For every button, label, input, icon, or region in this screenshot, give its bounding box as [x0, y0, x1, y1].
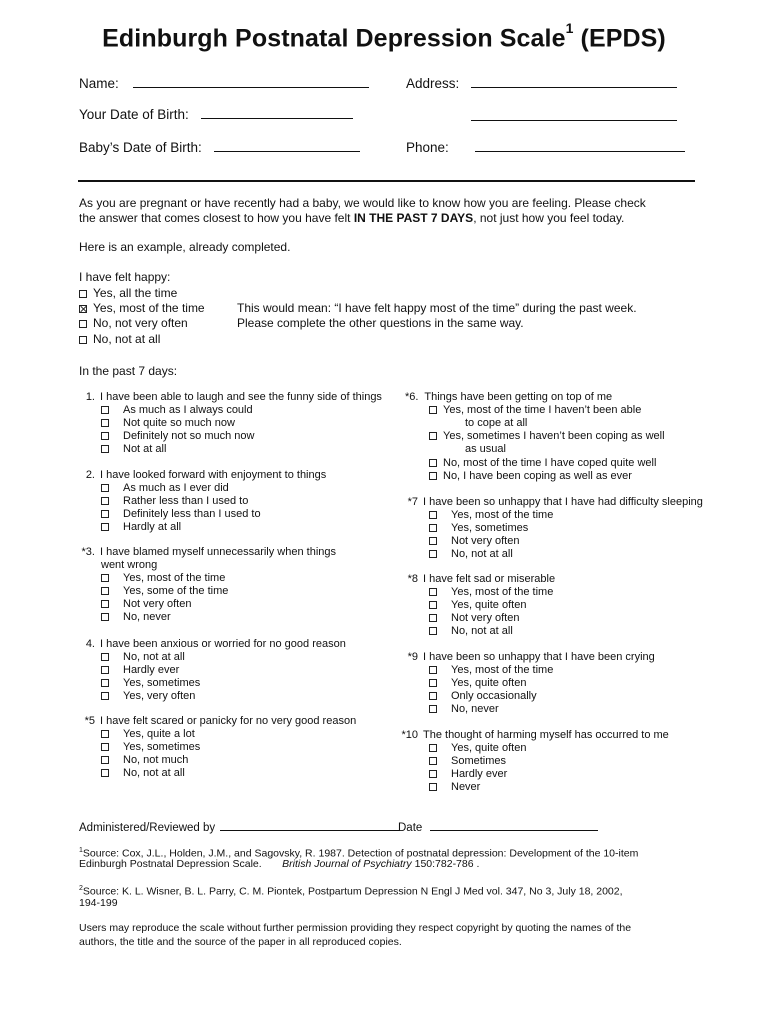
address-line-2[interactable]: [471, 108, 677, 121]
answer-option[interactable]: [429, 677, 526, 689]
phone-field[interactable]: [406, 139, 685, 155]
question-text: I have felt scared or panicky for no very good reason: [100, 715, 357, 727]
option-label: Not very often: [451, 535, 520, 547]
footnote-marker: 2: [79, 885, 83, 892]
option-label: No, not much: [123, 754, 189, 766]
option-label: No, not at all: [451, 548, 513, 560]
intro-line-2: [79, 211, 624, 226]
title-text: Edinburgh Postnatal Depression Scale: [102, 24, 566, 53]
answer-option[interactable]: [429, 548, 513, 560]
option-label: Not very often: [451, 612, 520, 624]
checkbox[interactable]: [79, 290, 87, 298]
option-label: Yes, all the time: [93, 286, 178, 300]
footnote-text: Source: Cox, J.L., Holden, J.M., and Sagovsky, R. 1987. Detection of postnatal depression: Development of the 10-item: [82, 847, 639, 860]
option-label: No, I have been coping as well as ever: [443, 470, 632, 482]
option-continuation: to cope at all: [465, 417, 528, 429]
example-option-checked[interactable]: [79, 301, 205, 316]
option-label: Yes, sometimes: [123, 677, 201, 689]
answer-option[interactable]: [429, 664, 553, 676]
checkbox[interactable]: [101, 600, 109, 608]
checkbox[interactable]: [101, 484, 109, 492]
title-footnote-marker: 1: [565, 20, 574, 36]
answer-option[interactable]: [429, 457, 656, 469]
question-9: [400, 651, 655, 663]
checkbox[interactable]: [429, 705, 437, 713]
question-number: *5: [84, 715, 95, 727]
checkbox[interactable]: [429, 524, 437, 532]
address-field[interactable]: [406, 75, 677, 91]
footnote-marker: 1: [79, 847, 83, 854]
checkbox[interactable]: [101, 653, 109, 661]
baby-dob-field[interactable]: [79, 139, 360, 155]
footnote-text: 150:782-786 .: [414, 858, 480, 870]
footnote-1-cont: [79, 858, 479, 871]
question-4: [78, 638, 346, 650]
option-label: Yes, sometimes I haven’t been coping as well: [443, 430, 665, 442]
checkbox[interactable]: [429, 757, 437, 765]
usage-note-1: Users may reproduce the scale without further permission providing they respect copyright by quoting the names of the: [79, 922, 632, 934]
answer-option[interactable]: [101, 585, 228, 597]
option-label: Rather less than I used to: [123, 495, 249, 507]
example-note-2: Please complete the other questions in the same way.: [237, 316, 524, 330]
name-field[interactable]: [79, 75, 369, 91]
answer-option[interactable]: [429, 586, 553, 598]
address-line-1[interactable]: [471, 75, 677, 88]
answer-option[interactable]: [429, 470, 632, 482]
checkbox[interactable]: [101, 613, 109, 621]
checkbox[interactable]: [429, 459, 437, 467]
question-text: Things have been getting on top of me: [424, 391, 613, 403]
checkbox[interactable]: [429, 601, 437, 609]
question-number: *9: [407, 651, 418, 663]
question-8: [400, 573, 555, 585]
example-option[interactable]: [79, 332, 160, 347]
intro-text: the answer that comes closest to how you have felt: [79, 211, 354, 225]
dob-field[interactable]: [79, 106, 353, 122]
option-label: Yes, quite a lot: [123, 728, 195, 740]
option-continuation: as usual: [465, 443, 506, 455]
footnote-text: Edinburgh Postnatal Depression Scale.: [79, 858, 262, 870]
checkbox[interactable]: [101, 743, 109, 751]
question-text: I have blamed myself unnecessarily when things: [100, 546, 337, 558]
question-number: *7: [407, 496, 418, 508]
checkbox[interactable]: [429, 627, 437, 635]
checkbox[interactable]: [429, 692, 437, 700]
option-label: Definitely less than I used to: [123, 508, 261, 520]
checkbox[interactable]: [101, 510, 109, 518]
option-label: As much as I always could: [123, 404, 253, 416]
checkbox[interactable]: [429, 666, 437, 674]
answer-option[interactable]: [101, 767, 185, 779]
option-label: Hardly ever: [451, 768, 508, 780]
checkbox[interactable]: [429, 511, 437, 519]
answer-option[interactable]: [429, 742, 526, 754]
option-label: Never: [451, 781, 481, 793]
option-label: Yes, most of the time: [451, 509, 554, 521]
answer-option[interactable]: [429, 755, 506, 767]
checkbox[interactable]: [429, 550, 437, 558]
option-label: Yes, quite often: [451, 599, 527, 611]
answer-option[interactable]: [101, 611, 171, 623]
checkbox[interactable]: [101, 587, 109, 595]
option-label: No, not at all: [123, 767, 185, 779]
answer-option[interactable]: [429, 509, 553, 521]
question-number: 4.: [85, 638, 95, 650]
past-7-days-heading: In the past 7 days:: [79, 364, 178, 378]
option-label: No, most of the time I have coped quite well: [443, 457, 657, 469]
checkbox[interactable]: [101, 574, 109, 582]
question-6: [405, 391, 612, 403]
footnote-text: Source: K. L. Wisner, B. L. Parry, C. M. Piontek, Postpartum Depression N Engl J Med vol. 347, No 3, July 18, 2002,: [82, 885, 623, 898]
checkbox-checked[interactable]: [79, 305, 87, 313]
phone-label: Phone:: [406, 140, 449, 155]
journal-name: British Journal of Psychiatry: [282, 858, 412, 870]
option-label: Yes, sometimes: [451, 522, 529, 534]
option-label: Yes, sometimes: [123, 741, 201, 753]
option-label: No, never: [123, 611, 171, 623]
checkbox[interactable]: [429, 679, 437, 687]
checkbox[interactable]: [101, 769, 109, 777]
answer-option[interactable]: [101, 664, 179, 676]
address-line-2-wrap[interactable]: [471, 108, 677, 126]
option-label: No, not at all: [123, 651, 185, 663]
question-10: [400, 729, 669, 741]
option-label: No, not at all: [93, 332, 161, 346]
option-label: No, not very often: [93, 316, 188, 330]
footnote-2-cont: 194-199: [79, 897, 118, 909]
answer-option[interactable]: [101, 572, 225, 584]
question-text: I have been so unhappy that I have had difficulty sleeping: [423, 496, 703, 508]
administered-field[interactable]: [79, 820, 400, 834]
date-line[interactable]: [430, 820, 598, 831]
title-suffix: (EPDS): [580, 24, 666, 53]
question-text: The thought of harming myself has occurred to me: [423, 729, 669, 741]
option-label: Yes, most of the time: [451, 664, 554, 676]
answer-option[interactable]: [101, 417, 235, 429]
question-2: [78, 469, 326, 481]
option-label: Yes, most of the time: [123, 572, 226, 584]
divider-rule: [78, 180, 695, 182]
checkbox[interactable]: [101, 679, 109, 687]
checkbox[interactable]: [429, 537, 437, 545]
checkbox[interactable]: [101, 523, 109, 531]
option-label: Not very often: [123, 598, 192, 610]
question-number: 1.: [85, 391, 95, 403]
checkbox[interactable]: [101, 432, 109, 440]
answer-option[interactable]: [101, 521, 181, 533]
answer-option[interactable]: [101, 677, 200, 689]
date-field[interactable]: [398, 820, 598, 834]
option-label: Definitely not so much now: [123, 430, 255, 442]
checkbox[interactable]: [429, 770, 437, 778]
example-question: I have felt happy:: [79, 270, 171, 284]
checkbox[interactable]: [101, 692, 109, 700]
option-label: Not at all: [123, 443, 167, 455]
answer-option[interactable]: [429, 522, 528, 534]
answer-option[interactable]: [101, 728, 195, 740]
administered-line[interactable]: [220, 820, 400, 831]
option-label: No, never: [451, 703, 499, 715]
answer-option[interactable]: [429, 535, 519, 547]
checkbox[interactable]: [101, 497, 109, 505]
checkbox[interactable]: [101, 666, 109, 674]
answer-option[interactable]: [101, 741, 200, 753]
checkbox[interactable]: [101, 756, 109, 764]
checkbox[interactable]: [429, 432, 437, 440]
answer-option[interactable]: [101, 404, 253, 416]
question-number: 2.: [85, 469, 95, 481]
intro-text-end: , not just how you feel today.: [473, 211, 625, 225]
option-label: Yes, quite often: [451, 742, 527, 754]
checkbox[interactable]: [101, 406, 109, 414]
checkbox[interactable]: [79, 320, 87, 328]
intro-emphasis: IN THE PAST 7 DAYS: [353, 211, 474, 225]
name-line[interactable]: [133, 75, 369, 88]
answer-option[interactable]: [101, 598, 191, 610]
option-label: As much as I ever did: [123, 482, 229, 494]
answer-option[interactable]: [429, 703, 499, 715]
answer-option[interactable]: [429, 690, 537, 702]
question-text: I have felt sad or miserable: [423, 573, 556, 585]
answer-option[interactable]: [101, 754, 188, 766]
address-label: Address:: [406, 76, 460, 91]
option-label: Not quite so much now: [123, 417, 235, 429]
example-option[interactable]: [79, 286, 177, 301]
checkbox[interactable]: [101, 730, 109, 738]
option-label: Yes, some of the time: [123, 585, 229, 597]
question-text: I have been able to laugh and see the funny side of things: [100, 391, 382, 403]
baby-dob-line[interactable]: [214, 139, 360, 152]
option-label: Yes, very often: [123, 690, 196, 702]
question-text-cont: went wrong: [101, 559, 158, 571]
answer-option[interactable]: [429, 625, 513, 637]
question-number: *6.: [405, 391, 419, 403]
administered-label: Administered/Reviewed by: [79, 822, 216, 834]
footnote-2: [79, 882, 623, 899]
question-number: *8: [407, 573, 418, 585]
answer-option[interactable]: [429, 768, 507, 780]
answer-option[interactable]: [429, 781, 480, 793]
option-label: Yes, quite often: [451, 677, 527, 689]
question-text: I have been so unhappy that I have been crying: [423, 651, 655, 663]
page-title: [0, 20, 768, 53]
answer-option[interactable]: [429, 599, 526, 611]
answer-option[interactable]: [429, 404, 641, 416]
intro-line-1: As you are pregnant or have recently had a baby, we would like to know how you are feeling. Please check: [79, 196, 646, 210]
option-label: Hardly ever: [123, 664, 180, 676]
option-label: No, not at all: [451, 625, 513, 637]
option-label: Yes, most of the time: [451, 586, 554, 598]
option-label: Only occasionally: [451, 690, 537, 702]
question-text: I have looked forward with enjoyment to things: [100, 469, 327, 481]
question-number: *3.: [81, 546, 95, 558]
example-intro: Here is an example, already completed.: [79, 240, 291, 254]
checkbox[interactable]: [429, 744, 437, 752]
checkbox[interactable]: [429, 614, 437, 622]
checkbox[interactable]: [429, 783, 437, 791]
checkbox[interactable]: [79, 336, 87, 344]
question-text: I have been anxious or worried for no good reason: [100, 638, 346, 650]
question-1: [78, 391, 382, 403]
checkbox[interactable]: [101, 445, 109, 453]
answer-option[interactable]: [429, 612, 519, 624]
checkbox[interactable]: [101, 419, 109, 427]
answer-option[interactable]: [101, 482, 229, 494]
example-option[interactable]: [79, 316, 188, 331]
answer-option[interactable]: [101, 495, 248, 507]
option-label: Hardly at all: [123, 521, 182, 533]
answer-option[interactable]: [101, 443, 166, 455]
question-5: [78, 715, 356, 727]
answer-option[interactable]: [101, 651, 185, 663]
answer-option[interactable]: [101, 508, 261, 520]
example-note-1: This would mean: “I have felt happy most of the time” during the past week.: [237, 301, 637, 315]
phone-line[interactable]: [475, 139, 685, 152]
checkbox[interactable]: [429, 406, 437, 414]
checkbox[interactable]: [429, 588, 437, 596]
answer-option[interactable]: [101, 430, 254, 442]
dob-line[interactable]: [201, 106, 353, 119]
question-3: [78, 546, 336, 558]
option-label: Yes, most of the time: [93, 301, 205, 315]
answer-option[interactable]: [101, 690, 195, 702]
name-label: Name:: [79, 76, 119, 91]
question-number: *10: [401, 729, 418, 741]
option-label: Sometimes: [451, 755, 507, 767]
answer-option[interactable]: [429, 430, 665, 442]
option-label: Yes, most of the time I haven’t been able: [443, 404, 642, 416]
baby-dob-label: Baby’s Date of Birth:: [79, 140, 202, 155]
usage-note-2: authors, the title and the source of the paper in all reproduced copies.: [79, 936, 402, 948]
dob-label: Your Date of Birth:: [79, 107, 189, 122]
date-label: Date: [398, 822, 423, 834]
checkbox[interactable]: [429, 472, 437, 480]
question-7: [400, 496, 703, 508]
